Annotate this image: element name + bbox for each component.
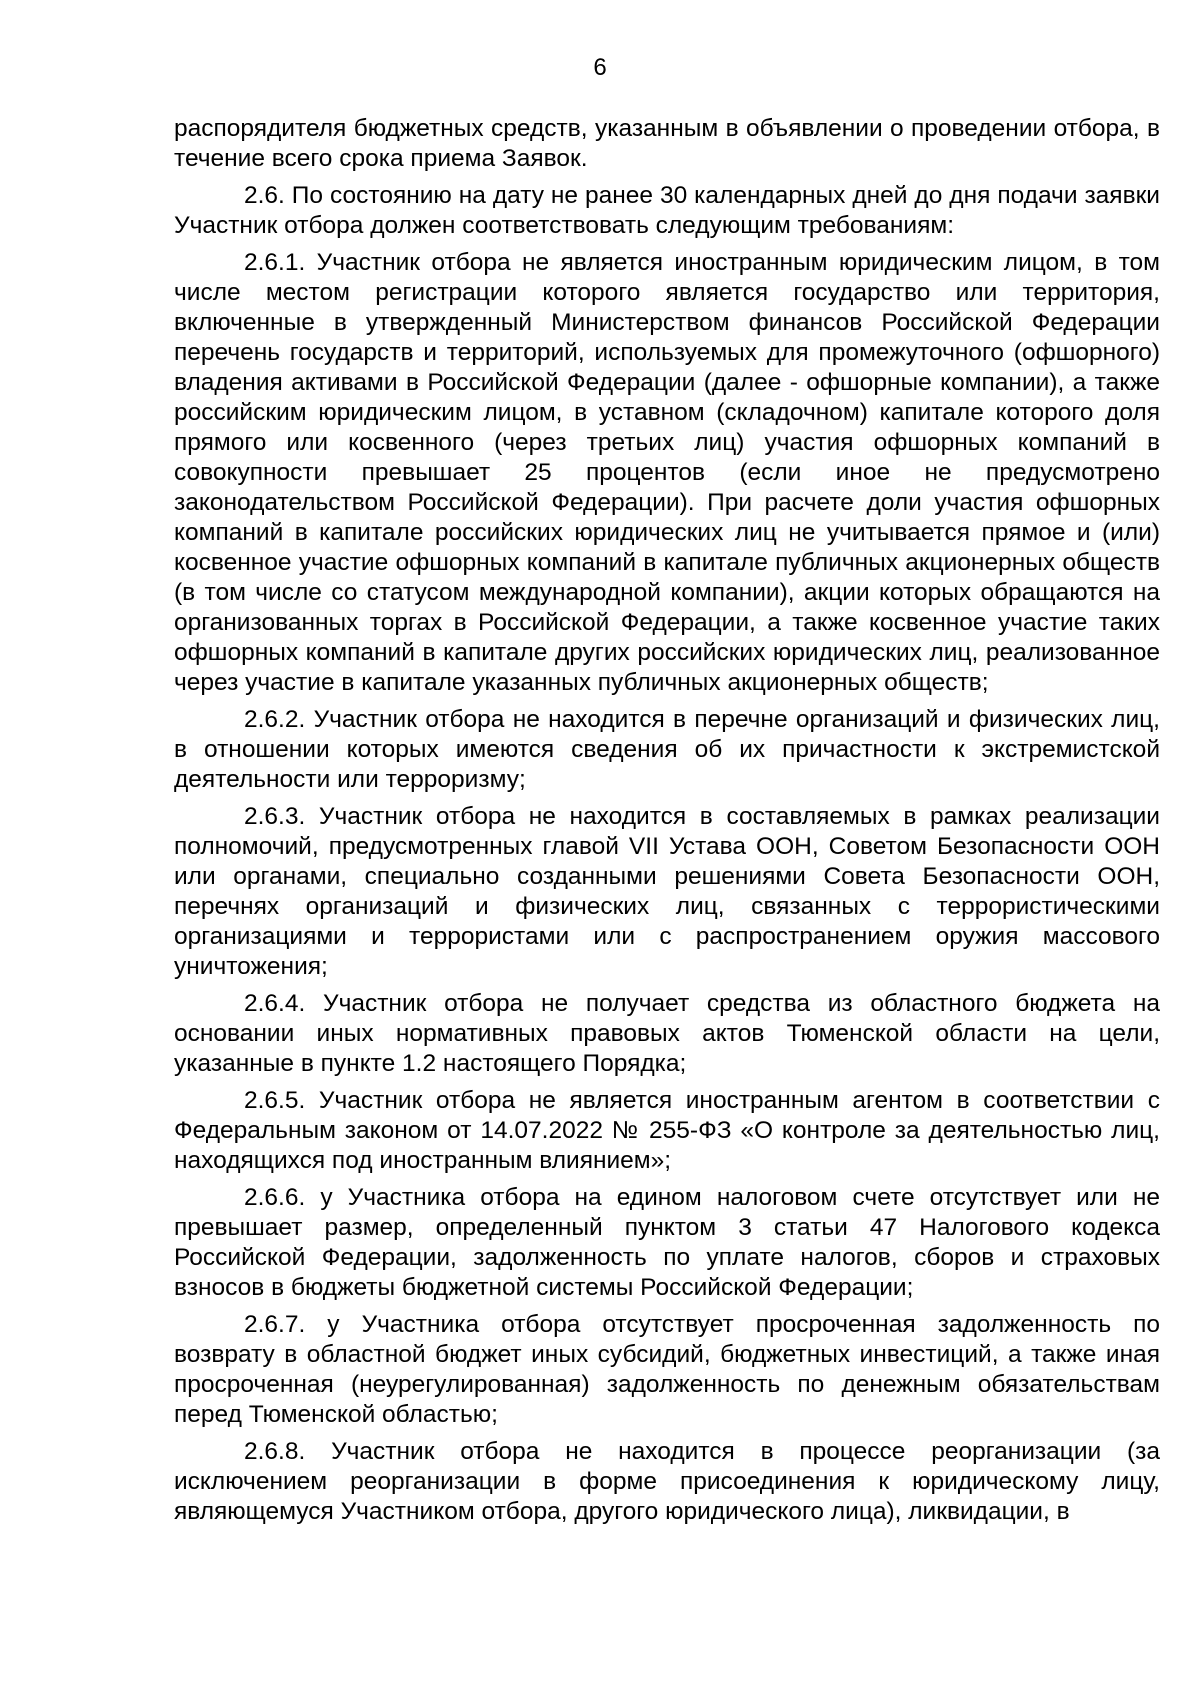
document-body: [174, 114, 1160, 1534]
paragraph-2-6-5: 2.6.5. Участник отбора не является иностранным агентом в соответствии с Федеральным законом от 14.07.2022 № 255-ФЗ «О контроле за деятельностью лиц, находящихся под иностранным влиянием»;: [174, 1087, 1160, 1174]
paragraph-2-6-2: 2.6.2. Участник отбора не находится в перечне организаций и физических лиц, в отношении которых имеются сведения об их причастности к экстремистской деятельности или терроризму;: [174, 706, 1160, 793]
paragraph-2-6-4: 2.6.4. Участник отбора не получает средства из областного бюджета на основании иных нормативных правовых актов Тюменской области на цели, указанные в пункте 1.2 настоящего Порядка;: [174, 990, 1160, 1077]
paragraph-2-6-6: 2.6.6. у Участника отбора на едином налоговом счете отсутствует или не превышает размер, определенный пунктом 3 статьи 47 Налогового кодекса Российской Федерации, задолженность по уплате налогов, сборов и страховых взносов в бюджеты бюджетной системы Российской Федерации;: [174, 1184, 1160, 1301]
paragraph-2-6-3: 2.6.3. Участник отбора не находится в составляемых в рамках реализации полномочий, предусмотренных главой VII Устава ООН, Советом Безопасности ООН или органами, специально созданными решениями Совета Безопасности ООН, перечнях организаций и физических лиц, связанных с террористическими организациями и террористами или с распространением оружия массового уничтожения;: [174, 803, 1160, 980]
page-number: 6: [593, 54, 607, 81]
paragraph-continuation: распорядителя бюджетных средств, указанным в объявлении о проведении отбора, в течение всего срока приема Заявок.: [174, 115, 1160, 172]
paragraph-2-6-8: 2.6.8. Участник отбора не находится в процессе реорганизации (за исключением реорганизации в форме присоединения к юридическому лицу, являющемуся Участником отбора, другого юридического лица), ликвидации, в: [174, 1438, 1160, 1525]
paragraph-2-6-1: 2.6.1. Участник отбора не является иностранным юридическим лицом, в том числе местом регистрации которого является государство или территория, включенные в утвержденный Министерством финансов Российской Федерации перечень государств и территорий, используемых для промежуточного (офшорного) владения активами в Российской Федерации (далее - офшорные компании), а также российским юридическим лицом, в уставном (складочном) капитале которого доля прямого или косвенного (через третьих лиц) участия офшорных компаний в совокупности превышает 25 процентов (если иное не предусмотрено законодательством Российской Федерации). При расчете доли участия офшорных компаний в капитале российских юридических лиц не учитывается прямое и (или) косвенное участие офшорных компаний в капитале публичных акционерных обществ (в том числе со статусом международной компании), акции которых обращаются на организованных торгах в Российской Федерации, а также косвенное участие таких офшорных компаний в капитале других российских юридических лиц, реализованное через участие в капитале указанных публичных акционерных обществ;: [174, 249, 1160, 696]
paragraph-2-6: 2.6. По состоянию на дату не ранее 30 календарных дней до дня подачи заявки Участник отбора должен соответствовать следующим требованиям:: [174, 182, 1160, 239]
paragraph-2-6-7: 2.6.7. у Участника отбора отсутствует просроченная задолженность по возврату в областной бюджет иных субсидий, бюджетных инвестиций, а также иная просроченная (неурегулированная) задолженность по денежным обязательствам перед Тюменской областью;: [174, 1311, 1160, 1428]
